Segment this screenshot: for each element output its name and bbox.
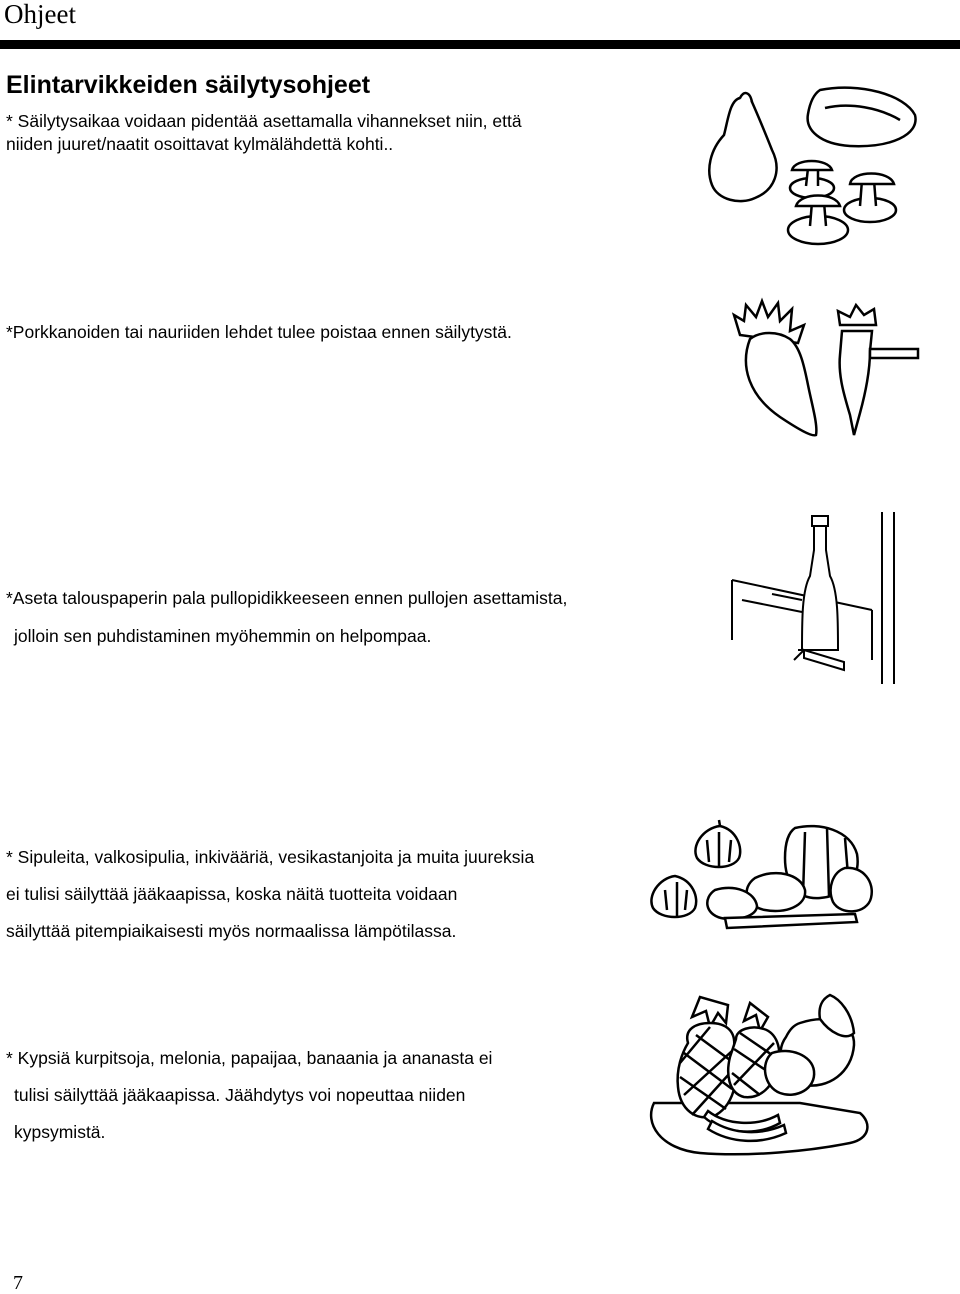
page-number: 7 [13, 1272, 23, 1294]
header-divider [0, 40, 960, 49]
storage-tip-5-line-3: kypsymistä. [14, 1122, 106, 1142]
storage-tip-2 [6, 321, 512, 344]
storage-tip-4-line-3: säilyttää pitempiaikaisesti myös normaalissa lämpötilassa. [6, 921, 457, 941]
bottle-holder-illustration [732, 510, 902, 685]
section-title: Elintarvikkeiden säilytysohjeet [6, 71, 371, 99]
storage-tip-3 [6, 579, 567, 655]
onions-and-garlic-illustration [645, 818, 875, 943]
storage-tip-2-line-1: *Porkkanoiden tai nauriiden lehdet tulee poistaa ennen säilytystä. [6, 322, 512, 342]
squash-and-mushrooms-illustration [700, 80, 920, 260]
storage-tip-1-line-2: niiden juuret/naatit osoittavat kylmälähdettä kohti.. [6, 134, 394, 154]
storage-tip-4-line-1: * Sipuleita, valkosipulia, inkivääriä, vesikastanjoita ja muita juureksia [6, 847, 535, 867]
storage-tip-4 [6, 839, 534, 950]
pineapple-and-melon-illustration [640, 993, 875, 1158]
storage-tip-4-line-2: ei tulisi säilyttää jääkaapissa, koska näitä tuotteita voidaan [6, 884, 458, 904]
storage-tip-3-line-2: jolloin sen puhdistaminen myöhemmin on helpompaa. [14, 626, 432, 646]
storage-tip-1-line-1: * Säilytysaikaa voidaan pidentää asettamalla vihannekset niin, että [6, 111, 522, 131]
storage-tip-5-line-1: * Kypsiä kurpitsoja, melonia, papaijaa, banaania ja ananasta ei [6, 1048, 493, 1068]
storage-tip-3-line-1: *Aseta talouspaperin pala pullopidikkeeseen ennen pullojen asettamista, [6, 588, 568, 608]
radish-and-turnip-illustration [720, 295, 925, 440]
storage-tip-5-line-2: tulisi säilyttää jääkaapissa. Jäähdytys voi nopeuttaa niiden [14, 1085, 466, 1105]
storage-tip-5 [6, 1040, 492, 1151]
page-header-title: Ohjeet [4, 0, 76, 29]
storage-tip-1 [6, 110, 522, 156]
